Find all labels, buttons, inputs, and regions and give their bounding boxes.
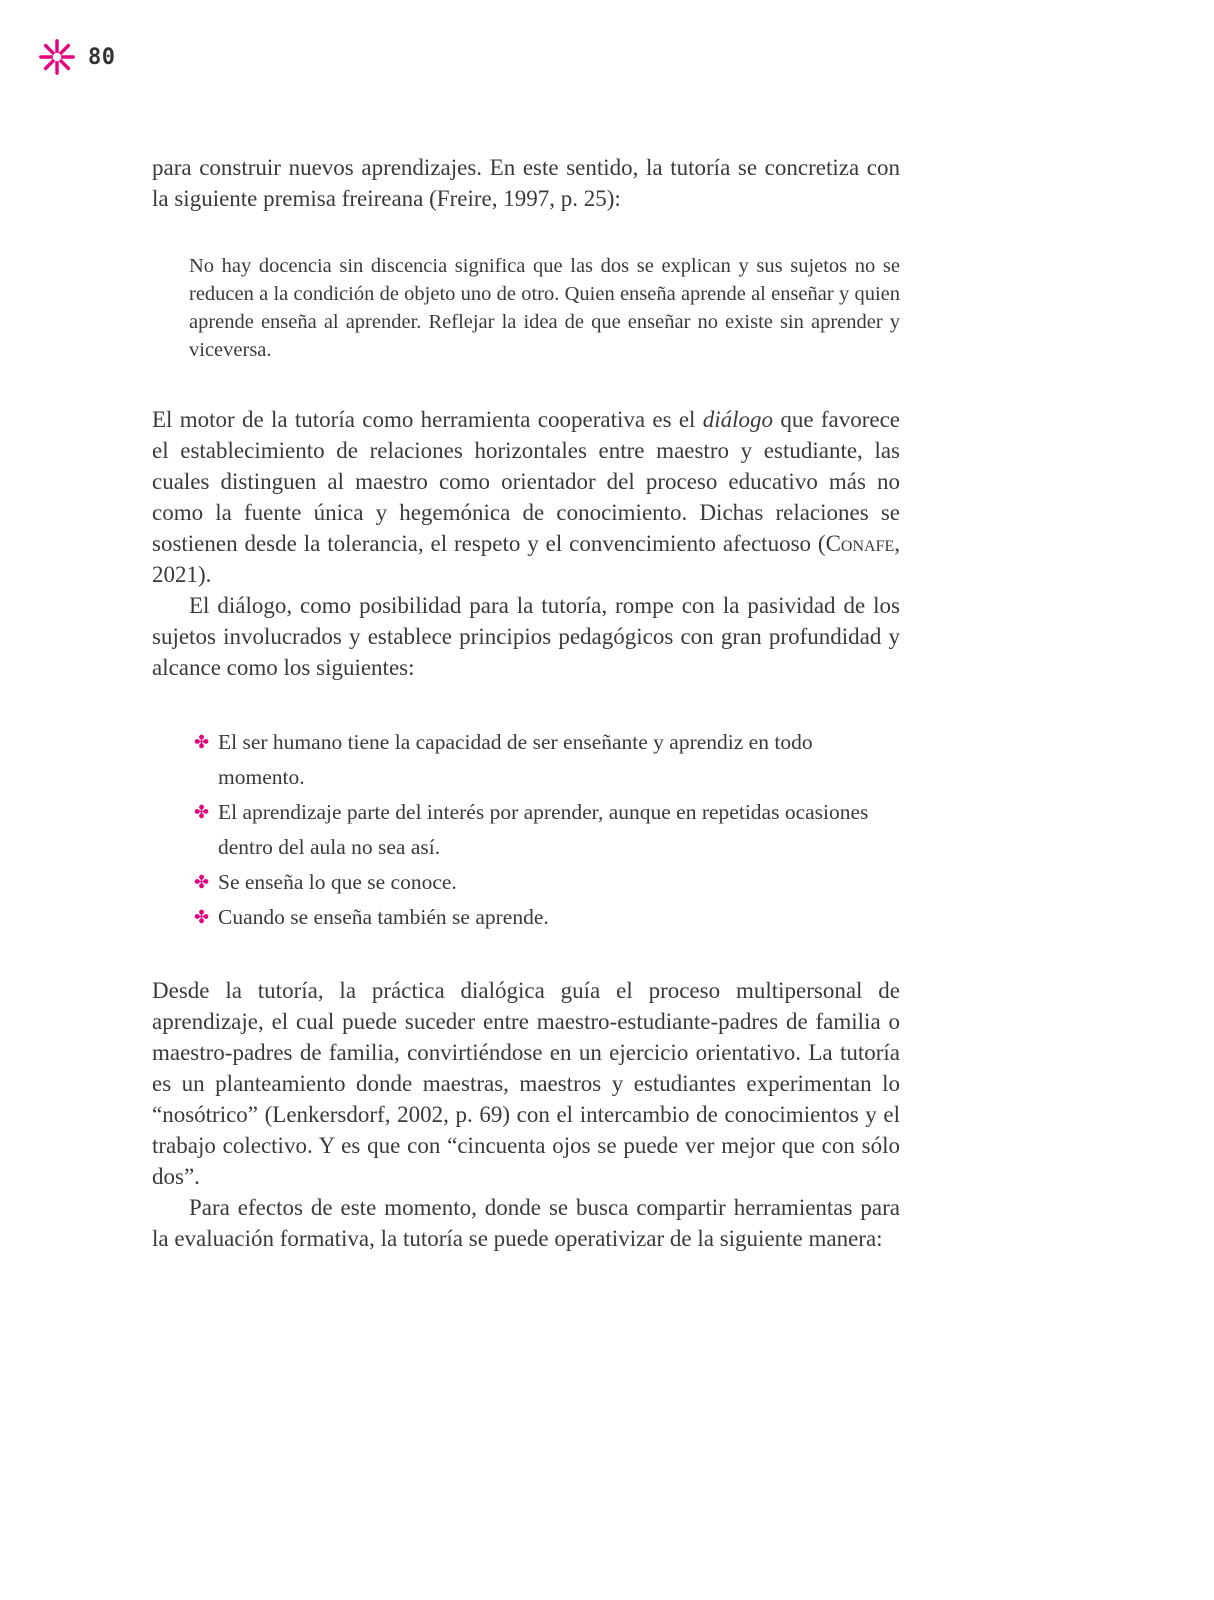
paragraph-dialogic-practice: Desde la tutoría, la práctica dialógica guía el proceso multipersonal de aprendizaje, el cual puede suceder entre maestro-estudiante-padres de familia o maestro-padres de familia, convirtiéndose en un ejercicio orientativo. La tutoría es un planteamiento donde maestras, maestros y estudiantes experimentan lo “nosótrico” (Lenkersdorf, 2002, p. 69) con el intercambio de conocimientos y el trabajo colectivo. Y es que con “cincuenta ojos se puede ver mejor que con sólo dos”. [152, 978, 900, 1189]
list-item [194, 795, 884, 865]
paragraph-operationalize: Para efectos de este momento, donde se busca compartir herramientas para la evaluación formativa, la tutoría se puede operativizar de la siguiente manera: [152, 1195, 900, 1251]
page-header [38, 38, 116, 76]
emphasis-dialogo: diálogo [702, 407, 774, 432]
list-item-text: Se enseña lo que se conoce. [218, 870, 457, 894]
paragraph-dialogue-motor [152, 404, 900, 590]
page-body [152, 152, 900, 1254]
list-item [194, 900, 884, 935]
principles-list [194, 725, 884, 935]
block-quote [189, 252, 900, 364]
paragraph-dialogue-principles: El diálogo, como posibilidad para la tutoría, rompe con la pasividad de los sujetos involucrados y establece principios pedagógicos con gran profundidad y alcance como los siguientes: [152, 593, 900, 680]
paragraph-text: que favorece el establecimiento de relaciones horizontales entre maestro y estudiante, las cuales distinguen al maestro como orientador del proceso educativo más no como la fuente única y hegemónica de conocimiento. Dichas relaciones se sostienen desde la tolerancia, el respeto y el convencimiento afectuoso ( [152, 407, 900, 556]
paragraph-text: , 2021). [152, 531, 900, 587]
quote-text: No hay docencia sin discencia significa que las dos se explican y sus sujetos no se reducen a la condición de objeto uno de otro. Quien enseña aprende al enseñar y quien aprende enseña al aprender. Reflejar la idea de que enseñar no existe sin aprender y viceversa. [189, 255, 900, 361]
list-item [194, 725, 884, 795]
bullet-icon: ✤ [194, 872, 210, 892]
list-item [194, 865, 884, 900]
bullet-icon: ✤ [194, 732, 210, 752]
list-item-text: El aprendizaje parte del interés por aprender, aunque en repetidas ocasiones dentro del aula no sea así. [218, 800, 869, 859]
page-number: 80 [88, 44, 116, 70]
list-item-text: El ser humano tiene la capacidad de ser enseñante y aprendiz en todo momento. [218, 730, 813, 789]
asterisk-icon [38, 38, 76, 76]
citation-conafe: Conafe [825, 531, 895, 556]
paragraph-text: El motor de la tutoría como herramienta cooperativa es el [152, 407, 703, 432]
bullet-icon: ✤ [194, 802, 210, 822]
paragraph-intro: para construir nuevos aprendizajes. En este sentido, la tutoría se concretiza con la siguiente premisa freireana (Freire, 1997, p. 25): [152, 155, 900, 211]
list-item-text: Cuando se enseña también se aprende. [218, 905, 549, 929]
bullet-icon: ✤ [194, 907, 210, 927]
